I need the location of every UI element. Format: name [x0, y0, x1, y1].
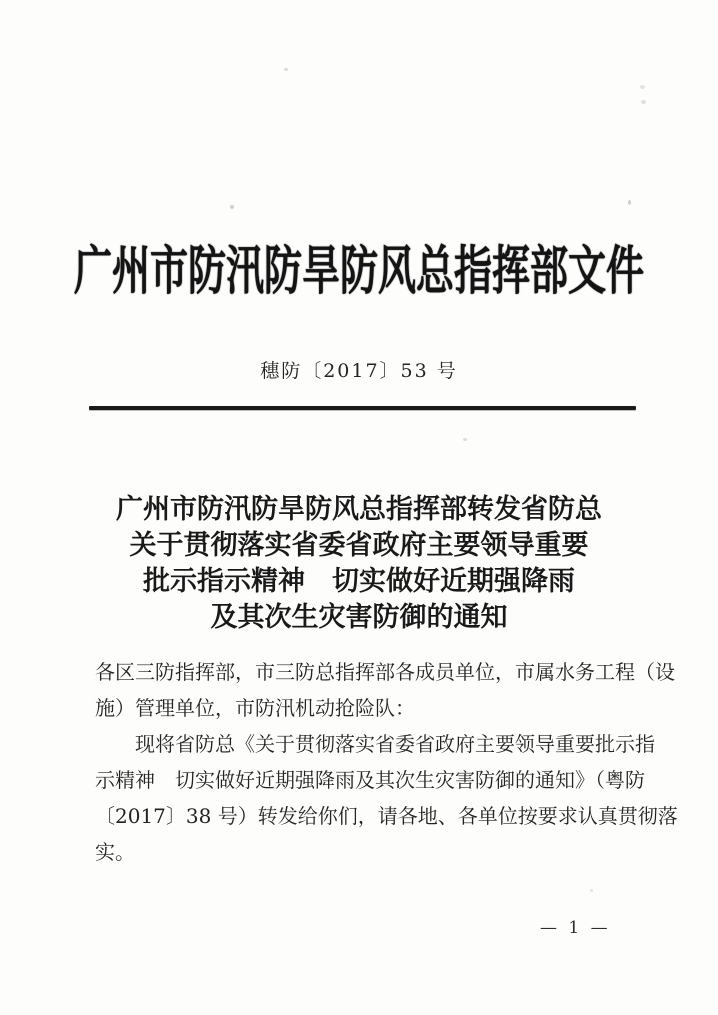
notice-title	[0, 492, 718, 636]
document-number: 穗防〔2017〕53 号	[260, 360, 458, 382]
text-line: 现将省防总《关于贯彻落实省委省政府主要领导重要批示指	[135, 732, 655, 756]
scan-artifact	[641, 100, 646, 104]
text-line: 示精神 切实做好近期强降雨及其次生灾害防御的通知》（粤防	[95, 768, 645, 792]
text-line: 实。	[95, 840, 135, 864]
letterhead-title: 广州市防汛防旱防风总指挥部文件	[73, 239, 644, 302]
text-line: 各区三防指挥部，市三防总指挥部各成员单位，市属水务工程（设	[95, 660, 675, 684]
notice-title-line-3: 批示指示精神 切实做好近期强降雨	[143, 566, 575, 597]
text-line: 施）管理单位，市防汛机动抢险队：	[95, 696, 415, 720]
scan-artifact	[640, 85, 645, 89]
scan-artifact	[463, 438, 467, 441]
scan-artifact	[230, 205, 234, 209]
notice-title-line-1: 广州市防汛防旱防风总指挥部转发省防总	[116, 494, 602, 525]
letterhead-divider-rule	[89, 406, 636, 410]
scan-artifact	[590, 889, 593, 892]
notice-title-line-2: 关于贯彻落实省委省政府主要领导重要	[129, 530, 589, 561]
body-paragraph	[95, 726, 678, 870]
salutation-paragraph	[95, 654, 675, 726]
notice-title-line-4: 及其次生灾害防御的通知	[210, 602, 508, 633]
scan-artifact	[284, 68, 288, 71]
page-number: — 1 —	[540, 918, 611, 938]
document-body	[95, 654, 678, 870]
text-line: 〔2017〕38 号）转发给你们，请各地、各单位按要求认真贯彻落	[95, 804, 678, 828]
scan-artifact	[628, 200, 631, 205]
